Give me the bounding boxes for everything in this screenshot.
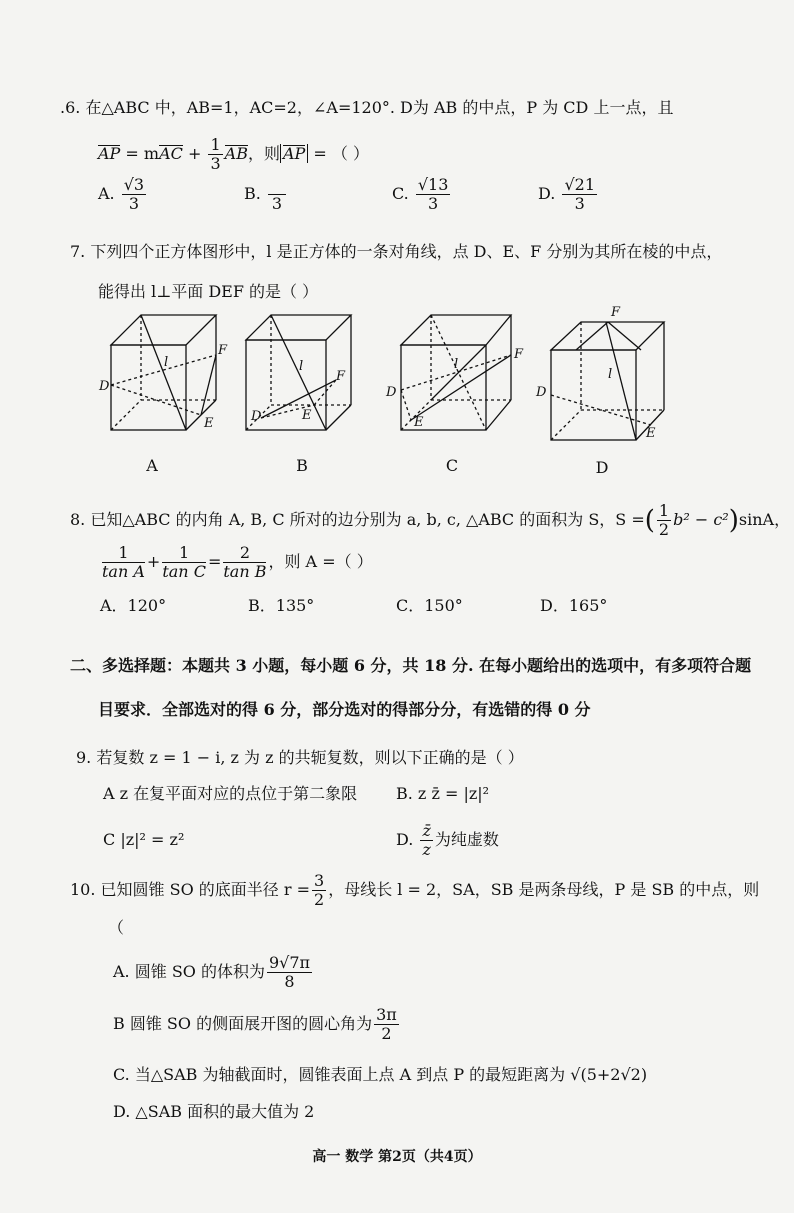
cube-d-label-d: D [536,385,547,400]
cube-a-label-d: D [99,379,110,394]
q6-option-b: B. 3 [244,176,288,213]
q8-stem-line1: 8. 已知△ABC 的内角 A, B, C 所对的边分别为 a, b, c, △ABC 的面积为 S，S =( $\frac{1}{2}$ b² − c²)sinA， [70,501,791,539]
q7-number: 7. [70,242,86,261]
figure-label-b: B [296,456,308,475]
cube-b-label-f: F [336,369,346,384]
equals-m: = m [120,144,160,163]
q8-fraction-tan-a: $\frac{1}{\text{tan A}}$ [102,543,145,581]
answer-paren: = （ ） [308,144,369,163]
q10-answer-paren: （ [108,918,125,937]
then-text: ，则 [247,144,280,163]
cube-a-label-e: E [204,416,214,431]
q9-option-d: D. $\frac{z̄}{z}$ 为纯虚数 [396,821,499,859]
q10-option-d: D. △SAB 面积的最大值为 2 [113,1102,315,1121]
plus-sign: + [182,144,207,163]
q7-stem-line1: 7. 下列四个正方体图形中，l 是正方体的一条对角线，点 D、E、F 分别为其所在棱的中点， [70,242,723,261]
cube-b-label-d: D [251,409,262,424]
q6-option-a: A. $\frac{√3}{3}$ [98,175,145,213]
q8-option-c: C．150° [396,596,463,615]
q9-stem: 9. 若复数 z = 1 − i, z 为 z 的共轭复数，则以下正确的是（ ） [76,748,524,767]
q6-option-d: D. $\frac{√21}{3}$ [538,175,595,213]
q10-option-c: C. 当△SAB 为轴截面时，圆锥表面上点 A 到点 P 的最短距离为 √(5+2√2) [113,1065,648,1084]
cube-c-label-f: F [514,347,524,362]
cube-d-label-e: E [646,426,656,441]
q6-option-c: C. $\frac{√13}{3}$ [392,175,449,213]
q10-radius-fraction: $\frac{3}{2}$ [314,871,325,909]
q8-fraction-tan-b: $\frac{2}{\text{tan B}}$ [223,543,267,581]
cube-a [111,315,216,430]
cube-a-label-l: l [164,355,169,370]
cube-a-label-f: F [218,343,228,358]
cube-b-label-l: l [299,359,304,374]
q8-option-b: B．135° [248,596,315,615]
q6-number: .6. [60,98,81,117]
q6-stem-text: 在△ABC 中，AB=1，AC=2，∠A=120°. D为 AB 的中点，P 为 CD 上一点，且 [85,98,674,117]
q8-fraction-tan-c: $\frac{1}{\text{tan C}}$ [162,543,206,581]
cube-d-label-f: F [611,305,621,320]
figure-label-a: A [146,456,158,475]
abs-ap: AP [280,144,308,163]
figure-label-d: D [595,458,609,477]
q7-stem-line2: 能得出 l⊥平面 DEF 的是（ ） [98,282,319,301]
q8-number: 8. [70,510,86,529]
vector-ac: AC [159,144,183,163]
q10-number: 10. [70,880,96,899]
cube-c-label-e: E [414,415,424,430]
q8-option-d: D．165° [540,596,608,615]
cube-d-label-l: l [608,367,613,382]
q9-option-a: A z 在复平面对应的点位于第二象限 [103,784,358,803]
cube-b-label-e: E [302,408,312,423]
q10-stem: 10. 已知圆锥 SO 的底面半径 r = $\frac{3}{2}$ ，母线长 l = 2，SA，SB 是两条母线，P 是 SB 的中点，则 [70,871,760,909]
cube-figures [96,300,696,450]
q6-vector-equation [98,134,369,174]
page-footer: 高一 数学 第2页（共4页） [312,1149,482,1165]
q10-option-a: A. 圆锥 SO 的体积为 $\frac{9√7\pi}{8}$ [113,953,311,991]
figure-label-c: C [445,456,459,475]
q9-option-c: C |z|² = z² [103,830,185,849]
cube-c-label-l: l [454,357,459,372]
cube-c [401,315,511,430]
q8-half-fraction: $\frac{1}{2}$ [658,501,670,539]
section2-title-line2: 目要求．全部选对的得 6 分，部分选对的得部分分，有选错的得 0 分 [98,700,591,719]
q8-option-a: A．120° [100,596,167,615]
vector-ab: AB [224,144,248,163]
q10-option-b: B 圆锥 SO 的侧面展开图的圆心角为 $\frac{3\pi}{2}$ [113,1005,397,1043]
vector-ap: AP [98,144,121,163]
fraction-one-third: $\frac{1}{3}$ [210,135,221,173]
q9-option-b: B. z z̄ = |z|² [396,784,490,803]
cube-c-label-d: D [386,385,397,400]
section2-title-line1: 二、多选择题：本题共 3 小题，每小题 6 分，共 18 分. 在每小题给出的选项中，有多项符合题 [70,656,752,675]
q8-stem-line2: $\frac{1}{\text{tan A}}$ + $\frac{1}{\text{tan C}}$ = $\frac{2}{\text{tan B}}$ ，则 A =（ ） [102,543,373,581]
q9-number: 9. [76,748,92,767]
q6-stem [60,98,673,118]
